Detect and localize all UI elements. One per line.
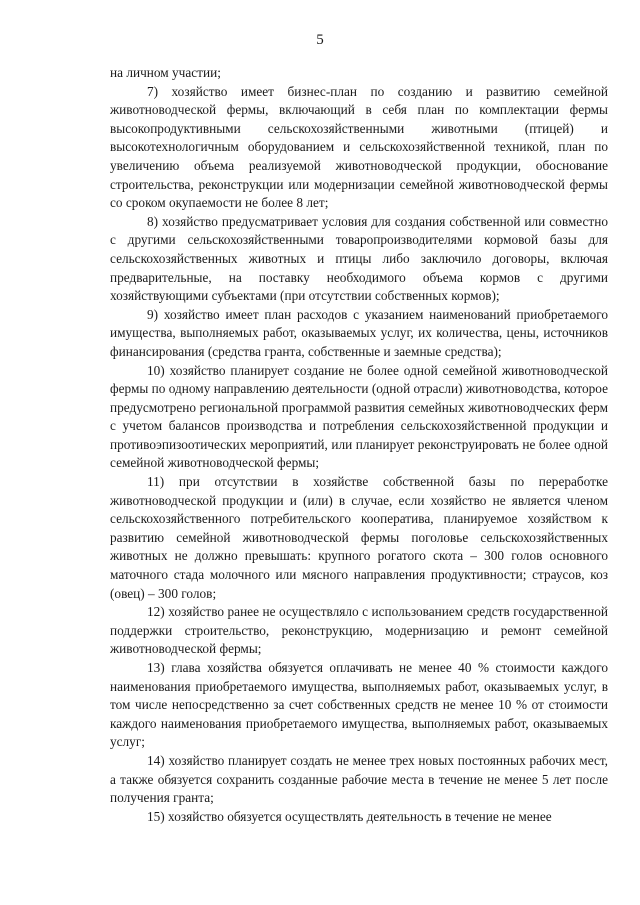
paragraph-item-13: 13) глава хозяйства обязуется оплачивать не менее 40 % стоимости каждого наименования приобретаемого имущества, выполняемых работ, оказываемых услуг, в том числе непосредственно за счет собственных средств не менее 10 % от стоимости каждого наименования приобретаемого имущества, выполняемых работ, оказываемых услуг;: [110, 660, 608, 750]
paragraph-item-8: 8) хозяйство предусматривает условия для создания собственной или совместно с другими сельскохозяйственными товаропроизводителями кормовой базы для сельскохозяйственных животных и птицы либо заключило договоры, включая предварительные, на поставку необходимого объема кормов с другими хозяйствующими субъектами (при отсутствии собственных кормов);: [110, 213, 608, 304]
paragraph-item-10: 10) хозяйство планирует создание не более одной семейной животноводческой фермы по одному направлению деятельности (одной отрасли) животноводства, которое предусмотрено региональной программой развития семейных животноводческих ферм с учетом балансов производства и потребления сельскохозяйственной продукции и противоэпизоотических мероприятий, или планирует реконструировать не более одной семейной животноводческой фермы;: [110, 362, 608, 471]
document-body: [110, 64, 608, 826]
paragraph-item-14: 14) хозяйство планирует создать не менее трех новых постоянных рабочих мест, а также обязуется сохранить созданные рабочие места в течение не менее 5 лет после получения гранта;: [110, 752, 608, 806]
paragraph-item-12: 12) хозяйство ранее не осуществляло с использованием средств государственной поддержки строительство, реконструкцию, модернизацию и ремонт семейной животноводческой фермы;: [110, 604, 608, 657]
paragraph-item-15: 15) хозяйство обязуется осуществлять деятельность в течение не менее: [147, 808, 552, 824]
paragraph-item-7: 7) хозяйство имеет бизнес-план по созданию и развитию семейной животноводческой фермы, включающий в себя план по комплектации фермы высокопродуктивными сельскохозяйственными животными (птицей) и высокотехнологичным оборудованием и сельскохозяйственной техникой, план по увеличению объема реализуемой животноводческой продукции, обоснование строительства, реконструкции или модернизации семейной животноводческой фермы со сроком окупаемости не более 8 лет;: [110, 83, 608, 211]
paragraph-item-9: 9) хозяйство имеет план расходов с указанием наименований приобретаемого имущества, выполняемых работ, оказываемых услуг, их количества, цены, источников финансирования (средства гранта, собственные и заемные средства);: [110, 306, 608, 359]
paragraph-item-11: 11) при отсутствии в хозяйстве собственной базы по переработке животноводческой продукции и (или) в случае, если хозяйство не является членом сельскохозяйственного потребительского кооператива, планируемое хозяйством к развитию семейной животноводческой фермы поголовье сельскохозяйственных животных не должно превышать: крупного рогатого скота – 300 голов основного маточного стада молочного или мясного направления продуктивности; страусов, коз (овец) – 300 голов;: [110, 474, 608, 601]
paragraph-continuation: на личном участии;: [110, 65, 221, 80]
page-number: 5: [316, 32, 324, 48]
